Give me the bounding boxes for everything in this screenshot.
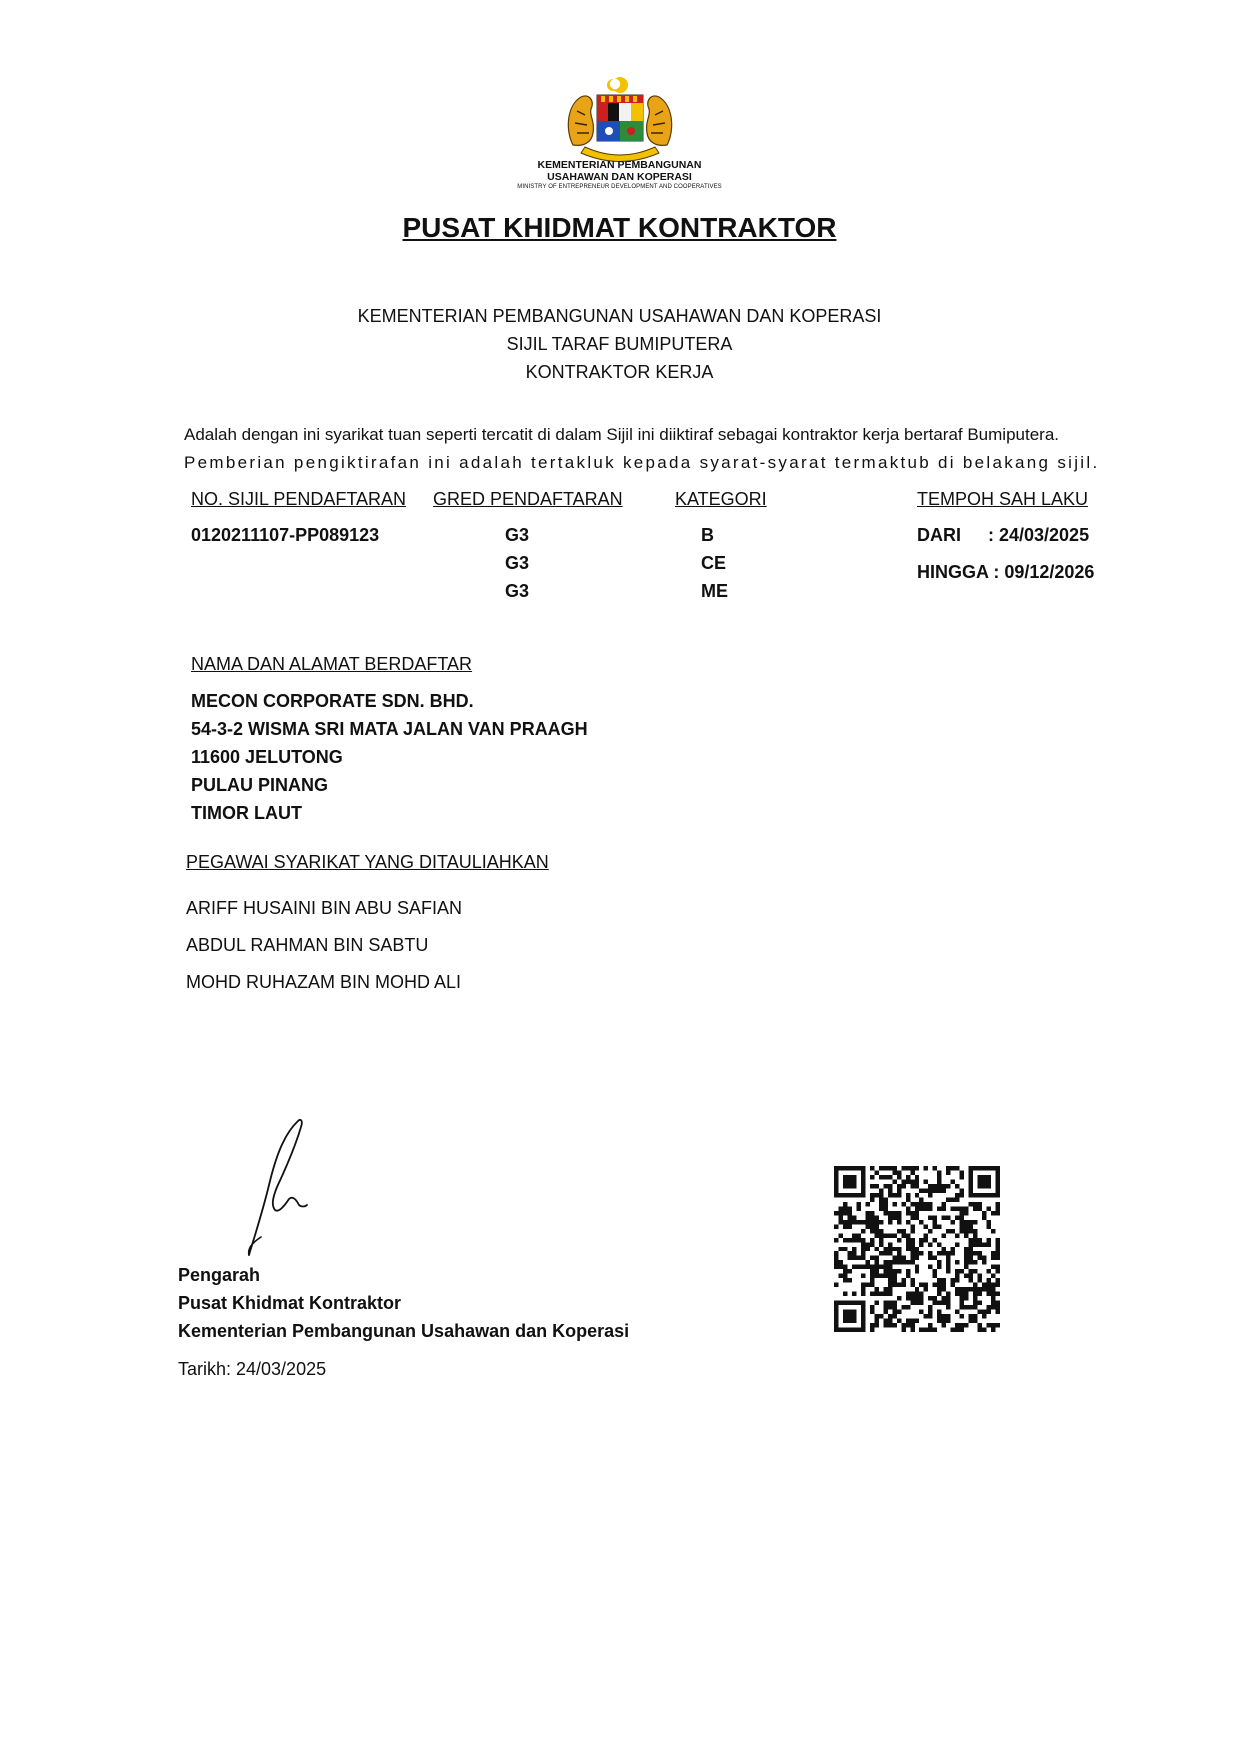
officer-name: ABDUL RAHMAN BIN SABTU xyxy=(186,935,429,955)
grade-value: G3 xyxy=(505,581,530,601)
reg-no-value: 0120211107-PP089123 xyxy=(191,525,380,545)
address-line: 11600 JELUTONG xyxy=(191,747,343,767)
signature-icon xyxy=(235,1115,325,1260)
malaysia-coat-of-arms-icon xyxy=(555,75,685,163)
subtitle-ministry: KEMENTERIAN PEMBANGUNAN USAHAWAN DAN KOPERASI xyxy=(357,306,882,326)
address-line: TIMOR LAUT xyxy=(191,803,302,823)
grade-value: G3 xyxy=(505,553,530,573)
category-value: ME xyxy=(701,581,728,601)
header-grade: GRED PENDAFTARAN xyxy=(433,489,623,509)
validity-from-label: DARI xyxy=(917,525,961,545)
page-title: PUSAT KHIDMAT KONTRAKTOR xyxy=(402,212,837,243)
validity-from-value: : 24/03/2025 xyxy=(988,525,1090,545)
officer-name: MOHD RUHAZAM BIN MOHD ALI xyxy=(186,972,462,992)
signatory-title: Pengarah xyxy=(178,1265,261,1285)
address-line: PULAU PINANG xyxy=(191,775,329,795)
address-line: 54-3-2 WISMA SRI MATA JALAN VAN PRAAGH xyxy=(191,719,588,739)
grade-value: G3 xyxy=(505,525,530,545)
category-value: CE xyxy=(701,553,727,573)
statement-line2: Pemberian pengiktirafan ini adalah tertakluk kepada syarat-syarat termaktub di belakang sijil. xyxy=(184,453,1100,472)
category-value: B xyxy=(701,525,714,545)
subtitle-contractor-type: KONTRAKTOR KERJA xyxy=(525,362,714,382)
subtitle-certificate: SIJIL TARAF BUMIPUTERA xyxy=(506,334,733,354)
signatory-ministry: Kementerian Pembangunan Usahawan dan Koperasi xyxy=(178,1321,630,1341)
qr-code-icon xyxy=(834,1166,1000,1332)
address-heading: NAMA DAN ALAMAT BERDAFTAR xyxy=(191,654,473,674)
officers-heading: PEGAWAI SYARIKAT YANG DITAULIAHKAN xyxy=(186,852,549,872)
statement-line1: Adalah dengan ini syarikat tuan seperti tercatit di dalam Sijil ini diiktiraf sebagai kontraktor kerja bertaraf Bumiputera. xyxy=(184,425,1060,444)
address-line: MECON CORPORATE SDN. BHD. xyxy=(191,691,474,711)
header-reg-no: NO. SIJIL PENDAFTARAN xyxy=(191,489,407,509)
logo-line3: MINISTRY OF ENTREPRENEUR DEVELOPMENT AND COOPERATIVES xyxy=(517,184,722,190)
issue-date: Tarikh: 24/03/2025 xyxy=(178,1359,327,1379)
signatory-office: Pusat Khidmat Kontraktor xyxy=(178,1293,402,1313)
header-category: KATEGORI xyxy=(675,489,767,509)
header-validity: TEMPOH SAH LAKU xyxy=(917,489,1089,509)
logo-line2: USAHAWAN DAN KOPERASI xyxy=(547,171,692,183)
officer-name: ARIFF HUSAINI BIN ABU SAFIAN xyxy=(186,898,463,918)
logo-line1: KEMENTERIAN PEMBANGUNAN xyxy=(537,159,702,171)
validity-to: HINGGA : 09/12/2026 xyxy=(917,562,1095,582)
